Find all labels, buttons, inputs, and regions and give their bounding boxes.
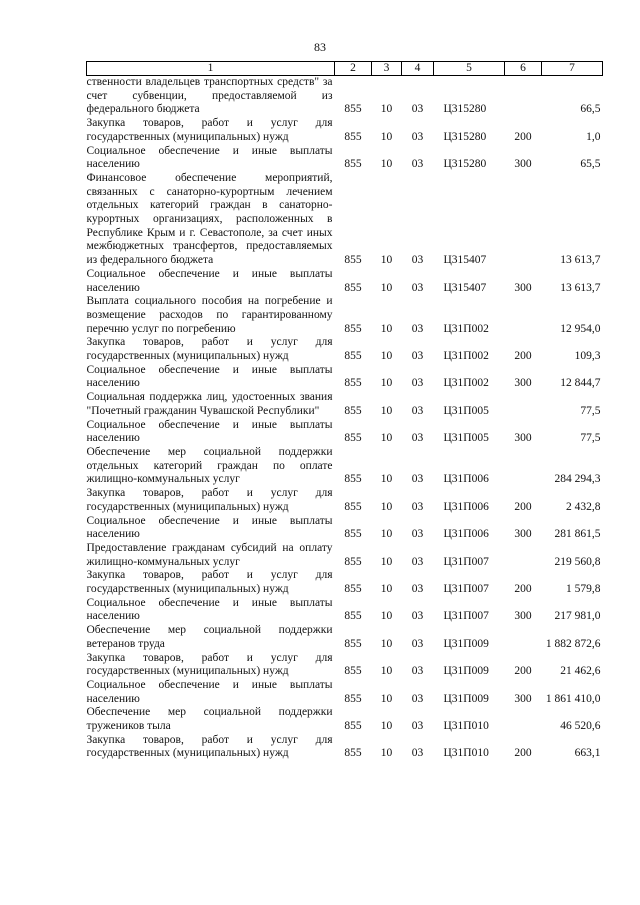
table-row bbox=[87, 487, 603, 514]
row-target-article: Ц31П002 bbox=[443, 377, 489, 390]
row-description: Обеспечение мер социальной поддержки ветеранов труда bbox=[86, 624, 333, 650]
row-target-article: Ц31П006 bbox=[443, 473, 489, 486]
row-section-code: 10 bbox=[380, 528, 393, 541]
row-amount: 77,5 bbox=[580, 432, 601, 445]
row-section-code: 10 bbox=[380, 473, 393, 486]
row-description: Выплата социального пособия на погребение и возмещение расходов по гарантированному перечню услуг по погребению bbox=[86, 295, 333, 335]
row-ministry-code: 855 bbox=[344, 610, 362, 623]
row-expense-type: 200 bbox=[514, 583, 532, 596]
row-section-code: 10 bbox=[380, 350, 393, 363]
row-ministry-code: 855 bbox=[344, 103, 362, 116]
row-ministry-code: 855 bbox=[344, 377, 362, 390]
row-subsection-code: 03 bbox=[411, 665, 424, 678]
header-col-6: 6 bbox=[505, 62, 542, 76]
row-subsection-code: 03 bbox=[411, 103, 424, 116]
row-target-article: Ц315280 bbox=[443, 130, 487, 143]
row-expense-type: 300 bbox=[514, 158, 532, 171]
row-expense-type: 300 bbox=[514, 610, 532, 623]
row-ministry-code: 855 bbox=[344, 130, 362, 143]
header-col-3: 3 bbox=[372, 62, 402, 76]
row-description: Закупка товаров, работ и услуг для государственных (муниципальных) нужд bbox=[86, 487, 333, 513]
row-subsection-code: 03 bbox=[411, 473, 424, 486]
row-description: Финансовое обеспечение мероприятий, связанных с санаторно-курортным лечением отдельных категорий граждан в санаторно-курортных организациях, расположенных в Республике Крым и г. Севастополе, за счет иных межбюджетных трансфертов, предоставляемых из федерального бюджета bbox=[86, 171, 333, 267]
row-ministry-code: 855 bbox=[344, 500, 362, 513]
row-target-article: Ц315407 bbox=[443, 281, 487, 294]
row-amount: 219 560,8 bbox=[554, 555, 601, 568]
row-section-code: 10 bbox=[380, 103, 393, 116]
row-section-code: 10 bbox=[380, 665, 393, 678]
row-section-code: 10 bbox=[380, 254, 393, 267]
row-ministry-code: 855 bbox=[344, 404, 362, 417]
row-amount: 65,5 bbox=[580, 158, 601, 171]
row-section-code: 10 bbox=[380, 158, 393, 171]
table-row bbox=[87, 446, 603, 487]
row-section-code: 10 bbox=[380, 377, 393, 390]
row-ministry-code: 855 bbox=[344, 583, 362, 596]
row-description: ственности владельцев транспортных средств" за счет субвенции, предоставляемой из федерального бюджета bbox=[86, 76, 333, 116]
row-section-code: 10 bbox=[380, 637, 393, 650]
row-expense-type: 300 bbox=[514, 281, 532, 294]
row-subsection-code: 03 bbox=[411, 720, 424, 733]
row-target-article: Ц31П009 bbox=[443, 637, 489, 650]
row-subsection-code: 03 bbox=[411, 432, 424, 445]
table-row bbox=[87, 419, 603, 446]
header-col-4: 4 bbox=[402, 62, 434, 76]
table-row bbox=[87, 117, 603, 144]
row-target-article: Ц315280 bbox=[443, 103, 487, 116]
row-expense-type bbox=[505, 542, 542, 569]
row-target-article: Ц31П002 bbox=[443, 322, 489, 335]
row-section-code: 10 bbox=[380, 404, 393, 417]
row-amount: 12 844,7 bbox=[560, 377, 601, 390]
table-row bbox=[87, 652, 603, 679]
table-body bbox=[87, 76, 603, 762]
row-target-article: Ц315280 bbox=[443, 158, 487, 171]
row-description: Закупка товаров, работ и услуг для государственных (муниципальных) нужд bbox=[86, 651, 333, 678]
table-row bbox=[87, 295, 603, 336]
row-amount: 663,1 bbox=[574, 747, 601, 760]
row-description: Социальное обеспечение и иные выплаты населению bbox=[86, 678, 333, 705]
row-amount: 77,5 bbox=[580, 404, 601, 417]
row-expense-type: 200 bbox=[514, 747, 532, 760]
row-amount: 1 882 872,6 bbox=[545, 637, 601, 650]
header-col-7: 7 bbox=[542, 62, 603, 76]
table-row bbox=[87, 734, 603, 761]
row-subsection-code: 03 bbox=[411, 377, 424, 390]
row-target-article: Ц31П005 bbox=[443, 432, 489, 445]
row-amount: 109,3 bbox=[574, 350, 601, 363]
row-amount: 284 294,3 bbox=[554, 473, 601, 486]
row-description: Социальное обеспечение и иные выплаты населению bbox=[86, 144, 333, 171]
row-expense-type bbox=[505, 446, 542, 487]
row-target-article: Ц31П005 bbox=[443, 404, 489, 417]
row-section-code: 10 bbox=[380, 322, 393, 335]
row-section-code: 10 bbox=[380, 720, 393, 733]
row-expense-type bbox=[505, 76, 542, 118]
table-row bbox=[87, 364, 603, 391]
row-subsection-code: 03 bbox=[411, 130, 424, 143]
row-subsection-code: 03 bbox=[411, 583, 424, 596]
table-row bbox=[87, 569, 603, 596]
row-subsection-code: 03 bbox=[411, 747, 424, 760]
row-description: Закупка товаров, работ и услуг для государственных (муниципальных) нужд bbox=[86, 569, 333, 596]
table-row bbox=[87, 172, 603, 268]
row-expense-type: 300 bbox=[514, 528, 532, 541]
row-expense-type: 300 bbox=[514, 692, 532, 705]
row-ministry-code: 855 bbox=[344, 158, 362, 171]
row-ministry-code: 855 bbox=[344, 473, 362, 486]
row-section-code: 10 bbox=[380, 610, 393, 623]
row-target-article: Ц31П007 bbox=[443, 555, 489, 568]
row-description: Закупка товаров, работ и услуг для государственных (муниципальных) нужд bbox=[86, 733, 333, 760]
row-subsection-code: 03 bbox=[411, 637, 424, 650]
row-target-article: Ц31П006 bbox=[443, 528, 489, 541]
row-expense-type: 200 bbox=[514, 350, 532, 363]
row-section-code: 10 bbox=[380, 583, 393, 596]
row-subsection-code: 03 bbox=[411, 281, 424, 294]
row-ministry-code: 855 bbox=[344, 692, 362, 705]
row-expense-type bbox=[505, 706, 542, 733]
row-amount: 21 462,6 bbox=[560, 665, 601, 678]
row-amount: 2 432,8 bbox=[566, 500, 601, 513]
row-ministry-code: 855 bbox=[344, 528, 362, 541]
row-description: Социальное обеспечение и иные выплаты населению bbox=[86, 267, 333, 294]
row-amount: 12 954,0 bbox=[560, 322, 601, 335]
table-row bbox=[87, 268, 603, 295]
row-target-article: Ц31П010 bbox=[443, 720, 489, 733]
row-amount: 217 981,0 bbox=[554, 610, 601, 623]
row-ministry-code: 855 bbox=[344, 747, 362, 760]
row-expense-type bbox=[505, 624, 542, 651]
row-target-article: Ц31П006 bbox=[443, 500, 489, 513]
table-row bbox=[87, 597, 603, 624]
table-row bbox=[87, 391, 603, 418]
row-expense-type: 300 bbox=[514, 432, 532, 445]
row-ministry-code: 855 bbox=[344, 637, 362, 650]
header-col-1: 1 bbox=[87, 62, 335, 76]
row-ministry-code: 855 bbox=[344, 350, 362, 363]
row-description: Социальная поддержка лиц, удостоенных звания "Почетный гражданин Чувашской Республики" bbox=[86, 391, 333, 417]
row-amount: 46 520,6 bbox=[560, 720, 601, 733]
row-section-code: 10 bbox=[380, 500, 393, 513]
row-description: Социальное обеспечение и иные выплаты населению bbox=[86, 596, 333, 623]
row-target-article: Ц31П007 bbox=[443, 610, 489, 623]
row-section-code: 10 bbox=[380, 432, 393, 445]
row-amount: 13 613,7 bbox=[560, 281, 601, 294]
table-row bbox=[87, 515, 603, 542]
row-target-article: Ц31П009 bbox=[443, 692, 489, 705]
row-amount: 281 861,5 bbox=[554, 528, 601, 541]
row-target-article: Ц31П002 bbox=[443, 350, 489, 363]
row-section-code: 10 bbox=[380, 130, 393, 143]
row-description: Закупка товаров, работ и услуг для государственных (муниципальных) нужд bbox=[86, 336, 333, 363]
row-description: Социальное обеспечение и иные выплаты населению bbox=[86, 363, 333, 390]
table-row bbox=[87, 76, 603, 118]
row-subsection-code: 03 bbox=[411, 610, 424, 623]
row-amount: 66,5 bbox=[580, 103, 601, 116]
table-row bbox=[87, 145, 603, 172]
row-section-code: 10 bbox=[380, 692, 393, 705]
row-subsection-code: 03 bbox=[411, 692, 424, 705]
row-ministry-code: 855 bbox=[344, 665, 362, 678]
table-row bbox=[87, 542, 603, 569]
row-description: Обеспечение мер социальной поддержки тружеников тыла bbox=[86, 706, 333, 733]
table-header bbox=[87, 62, 603, 76]
row-expense-type: 200 bbox=[514, 500, 532, 513]
row-target-article: Ц31П007 bbox=[443, 583, 489, 596]
row-subsection-code: 03 bbox=[411, 254, 424, 267]
table-row bbox=[87, 679, 603, 706]
row-amount: 1 861 410,0 bbox=[545, 692, 601, 705]
row-expense-type bbox=[505, 391, 542, 418]
row-expense-type bbox=[505, 295, 542, 336]
table-row bbox=[87, 624, 603, 651]
row-ministry-code: 855 bbox=[344, 322, 362, 335]
header-col-2: 2 bbox=[335, 62, 372, 76]
row-section-code: 10 bbox=[380, 747, 393, 760]
row-description: Предоставление гражданам субсидий на оплату жилищно-коммунальных услуг bbox=[86, 541, 333, 568]
row-subsection-code: 03 bbox=[411, 528, 424, 541]
row-subsection-code: 03 bbox=[411, 404, 424, 417]
row-target-article: Ц315407 bbox=[443, 254, 487, 267]
row-description: Социальное обеспечение и иные выплаты населению bbox=[86, 514, 333, 541]
budget-table bbox=[86, 61, 603, 761]
row-amount: 1,0 bbox=[586, 130, 601, 143]
row-target-article: Ц31П009 bbox=[443, 665, 489, 678]
row-expense-type: 300 bbox=[514, 377, 532, 390]
row-description: Социальное обеспечение и иные выплаты населению bbox=[86, 418, 333, 445]
row-subsection-code: 03 bbox=[411, 322, 424, 335]
table-row bbox=[87, 336, 603, 363]
row-ministry-code: 855 bbox=[344, 281, 362, 294]
row-ministry-code: 855 bbox=[344, 432, 362, 445]
row-section-code: 10 bbox=[380, 555, 393, 568]
row-ministry-code: 855 bbox=[344, 254, 362, 267]
row-description: Закупка товаров, работ и услуг для государственных (муниципальных) нужд bbox=[86, 117, 333, 143]
row-subsection-code: 03 bbox=[411, 500, 424, 513]
row-target-article: Ц31П010 bbox=[443, 747, 489, 760]
row-subsection-code: 03 bbox=[411, 555, 424, 568]
row-subsection-code: 03 bbox=[411, 158, 424, 171]
row-expense-type: 200 bbox=[514, 665, 532, 678]
row-section-code: 10 bbox=[380, 281, 393, 294]
row-expense-type bbox=[505, 172, 542, 268]
row-description: Обеспечение мер социальной поддержки отдельных категорий граждан по оплате жилищно-коммунальных услуг bbox=[86, 445, 333, 486]
row-ministry-code: 855 bbox=[344, 720, 362, 733]
header-col-5: 5 bbox=[434, 62, 505, 76]
row-amount: 13 613,7 bbox=[560, 254, 601, 267]
row-expense-type: 200 bbox=[514, 130, 532, 143]
page-number: 83 bbox=[314, 40, 326, 54]
table-row bbox=[87, 706, 603, 733]
row-subsection-code: 03 bbox=[411, 350, 424, 363]
row-amount: 1 579,8 bbox=[566, 583, 601, 596]
row-ministry-code: 855 bbox=[344, 555, 362, 568]
